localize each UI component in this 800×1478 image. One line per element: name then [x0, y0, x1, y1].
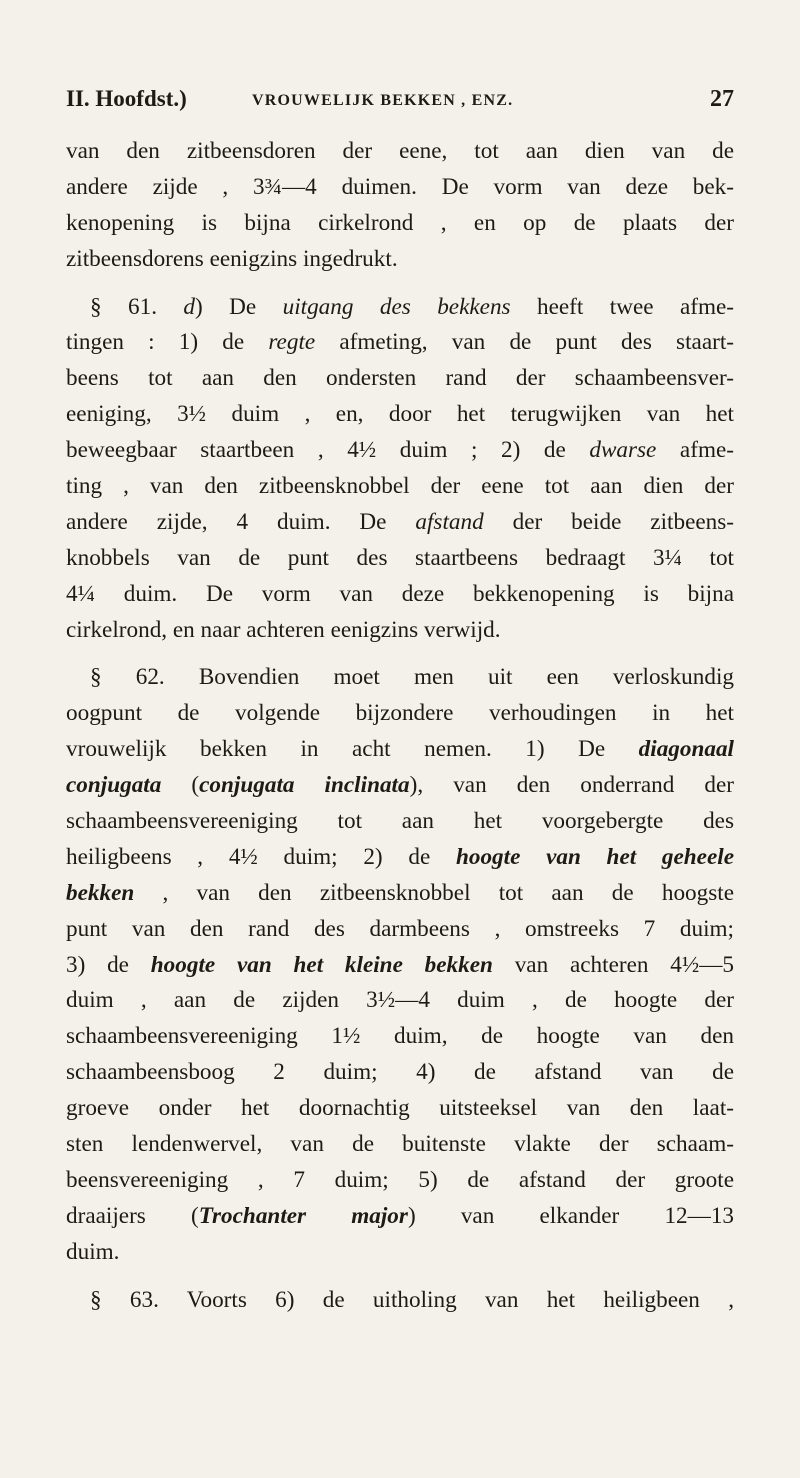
text-segment: vrouwelijk bekken in acht nemen. 1) De — [66, 736, 639, 763]
running-header — [66, 86, 734, 118]
text-segment: beens tot aan den ondersten rand der schaambeensver- — [66, 365, 734, 392]
text-line — [66, 732, 734, 768]
text-segment: afmeting, van de punt des staart- — [315, 329, 734, 356]
text-line — [66, 290, 734, 326]
text-line — [66, 577, 734, 613]
text-segment: oogpunt de volgende bijzondere verhoudingen in het — [66, 700, 734, 727]
emphasized-term: conjugata — [66, 772, 162, 799]
text-line — [66, 948, 734, 984]
text-line — [66, 397, 734, 433]
chapter-label: II. Hoofdst.) — [66, 86, 187, 111]
text-line — [66, 505, 734, 541]
text-segment: ) De — [195, 293, 283, 320]
emphasized-term: dwarse — [589, 437, 657, 464]
text-line — [66, 696, 734, 732]
text-segment: groeve onder het doornachtig uitsteeksel van den laat- — [66, 1095, 734, 1122]
text-segment: andere zijde , 3¾—4 duimen. De vorm van deze bek- — [66, 173, 734, 200]
text-line — [66, 876, 734, 912]
text-line — [66, 1091, 734, 1127]
text-segment: duim , aan de zijden 3½—4 duim , de hoogte der — [66, 987, 734, 1014]
text-segment: punt van den rand des darmbeens , omstreeks 7 duim; — [66, 915, 734, 942]
text-segment: andere zijde, 4 duim. De — [66, 508, 416, 535]
page-number: 27 — [710, 86, 734, 112]
text-segment: § 63. Voorts 6) de uitholing van het heiligbeen , — [90, 1286, 734, 1313]
body-text — [66, 134, 734, 1319]
emphasized-term: d — [183, 293, 196, 320]
text-segment: § 62. Bovendien moet men uit een verloskundig — [90, 664, 734, 691]
emphasized-term: bekken — [66, 879, 135, 906]
emphasized-term: hoogte van het geheele — [455, 843, 734, 870]
text-segment: kenopening is bijna cirkelrond , en op de plaats der — [66, 209, 734, 236]
text-segment: schaambeensboog 2 duim; 4) de afstand van de — [66, 1059, 734, 1086]
text-segment: § 61. — [90, 293, 184, 320]
text-line — [66, 660, 734, 696]
text-line — [66, 242, 734, 278]
emphasized-term: Trochanter major — [198, 1202, 408, 1229]
text-line — [66, 983, 734, 1019]
text-segment: draaijers ( — [66, 1202, 199, 1229]
text-segment: cirkelrond, en naar achteren eenigzins verwijd. — [66, 616, 501, 643]
emphasized-term: conjugata inclinata — [199, 772, 410, 799]
text-segment: heeft twee afme- — [510, 293, 734, 320]
emphasized-term: afstand — [415, 508, 484, 535]
text-segment: duim. — [66, 1238, 120, 1265]
text-segment: zitbeensdorens eenigzins ingedrukt. — [66, 245, 398, 272]
text-line — [66, 433, 734, 469]
text-line — [66, 469, 734, 505]
running-title: VROUWELIJK BEKKEN , ENZ. — [252, 92, 514, 109]
text-segment: tingen : 1) de — [66, 329, 269, 356]
emphasized-term: diagonaal — [638, 736, 734, 763]
text-segment: eeniging, 3½ duim , en, door het terugwijken van het — [66, 401, 734, 428]
text-segment: van den zitbeensdoren der eene, tot aan dien van de — [66, 138, 734, 164]
text-segment: beweegbaar staartbeen , 4½ duim ; 2) de — [66, 437, 590, 464]
text-segment: 4¼ duim. De vorm van deze bekkenopening is bijna — [66, 580, 734, 607]
text-segment: knobbels van de punt des staartbeens bedraagt 3¼ tot — [66, 544, 734, 571]
text-line — [66, 1127, 734, 1163]
text-line — [66, 134, 734, 170]
text-segment: beensvereeniging , 7 duim; 5) de afstand der groote — [66, 1166, 734, 1193]
text-line — [66, 1283, 734, 1319]
text-line — [66, 361, 734, 397]
text-segment: ), van den onderrand der — [409, 772, 734, 799]
text-segment: van achteren 4½—5 — [492, 951, 734, 978]
text-segment: , van den zitbeensknobbel tot aan de hoogste — [134, 879, 734, 906]
text-line — [66, 613, 734, 649]
text-line — [66, 541, 734, 577]
emphasized-term: hoogte van het kleine bekken — [150, 951, 493, 978]
text-line — [66, 1019, 734, 1055]
text-segment: schaambeensvereeniging 1½ duim, de hoogte van den — [66, 1023, 734, 1050]
text-line — [66, 768, 734, 804]
text-segment: ( — [161, 772, 200, 799]
text-segment: 3) de — [66, 951, 151, 978]
text-segment: ting , van den zitbeensknobbel der eene tot aan dien der — [66, 473, 734, 500]
text-segment: sten lendenwervel, van de buitenste vlakte der schaam- — [66, 1131, 734, 1158]
text-line — [66, 170, 734, 206]
text-line — [66, 1163, 734, 1199]
text-line — [66, 206, 734, 242]
text-segment: der beide zitbeens- — [483, 508, 734, 535]
text-line — [66, 1055, 734, 1091]
text-segment: ) van elkander 12—13 — [407, 1202, 734, 1229]
text-segment: afme- — [656, 437, 734, 464]
emphasized-term: uitgang des bekkens — [282, 293, 511, 320]
text-line — [66, 804, 734, 840]
text-segment: heiligbeens , 4½ duim; 2) de — [66, 843, 456, 870]
text-line — [66, 1199, 734, 1235]
text-line — [66, 325, 734, 361]
text-line — [66, 840, 734, 876]
emphasized-term: regte — [268, 329, 316, 356]
text-line — [66, 1235, 734, 1271]
text-segment: schaambeensvereeniging tot aan het voorgebergte des — [66, 808, 734, 835]
text-line — [66, 912, 734, 948]
